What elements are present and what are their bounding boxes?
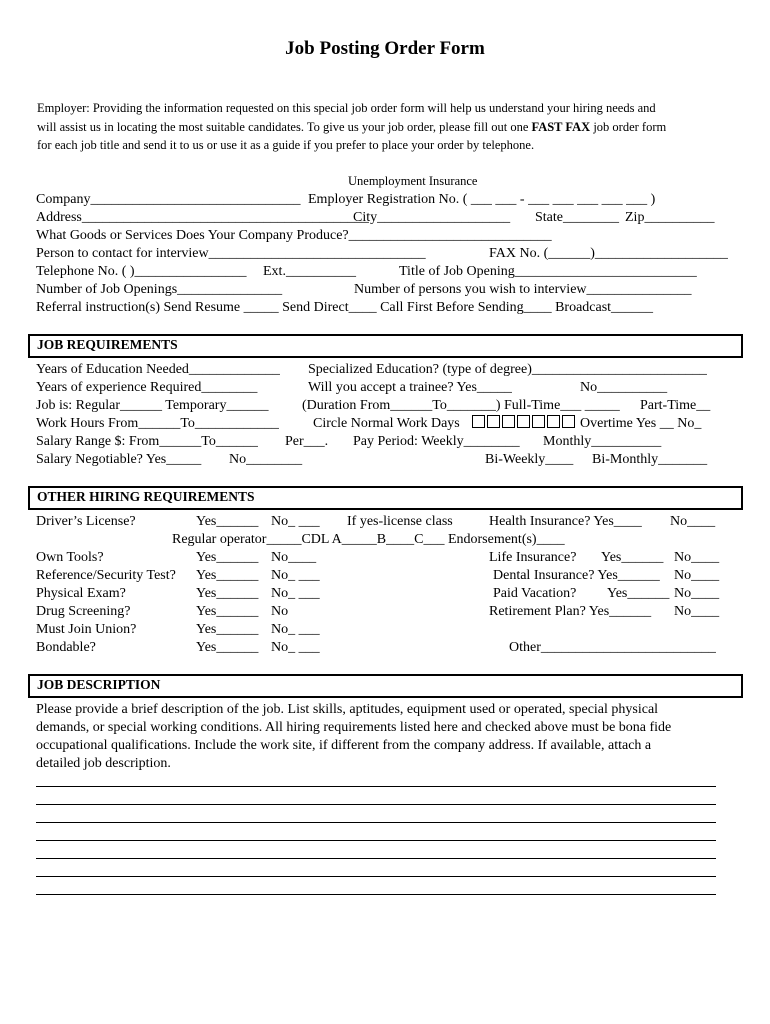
own-tools-no-field[interactable]: No____ — [271, 550, 317, 565]
state-field[interactable]: State________ — [535, 210, 619, 225]
city-field[interactable]: City___________________ — [353, 210, 511, 225]
job-description-header: JOB DESCRIPTION — [28, 674, 743, 698]
physical-exam-no-field[interactable]: No_ ___ — [271, 586, 320, 601]
own-tools-yes-field[interactable]: Yes______ — [196, 550, 259, 565]
job-type-field[interactable]: Job is: Regular______ Temporary______ — [36, 398, 269, 413]
physical-exam-yes-field[interactable]: Yes______ — [196, 586, 259, 601]
dental-insurance-yes-field[interactable]: Dental Insurance? Yes______ — [493, 568, 660, 583]
zip-field[interactable]: Zip__________ — [625, 210, 715, 225]
retirement-plan-yes-field[interactable]: Retirement Plan? Yes______ — [489, 604, 652, 619]
referral-instructions-field[interactable]: Referral instruction(s) Send Resume _____ Send Direct____ Call First Before Sending____ Broadcast______ — [36, 300, 654, 315]
health-insurance-yes-field[interactable]: Health Insurance? Yes____ — [489, 514, 642, 529]
description-instructions-2: demands, or special working conditions. All hiring requirements listed here and checked above must be bona fide — [36, 720, 672, 735]
part-time-field[interactable]: Part-Time__ — [640, 398, 711, 413]
contact-person-field[interactable]: Person to contact for interview_______________________________ — [36, 246, 426, 261]
reference-test-no-field[interactable]: No_ ___ — [271, 568, 320, 583]
education-years-field[interactable]: Years of Education Needed_____________ — [36, 362, 280, 377]
reference-test-label: Reference/Security Test? — [36, 568, 176, 583]
salary-negotiable-yes-field[interactable]: Salary Negotiable? Yes_____ — [36, 452, 202, 467]
company-field[interactable]: Company______________________________ — [36, 192, 301, 207]
join-union-no-field[interactable]: No_ ___ — [271, 622, 320, 637]
reference-test-yes-field[interactable]: Yes______ — [196, 568, 259, 583]
retirement-plan-no-field[interactable]: No____ — [674, 604, 720, 619]
job-title-field[interactable]: Title of Job Opening__________________________ — [399, 264, 697, 279]
own-tools-label: Own Tools? — [36, 550, 104, 565]
description-instructions-1: Please provide a brief description of the job. List skills, aptitudes, equipment used or operated, special physical — [36, 702, 659, 717]
bondable-label: Bondable? — [36, 640, 96, 655]
health-insurance-no-field[interactable]: No____ — [670, 514, 716, 529]
extension-field[interactable]: Ext.__________ — [263, 264, 356, 279]
drivers-license-no-field[interactable]: No_ ___ — [271, 514, 320, 529]
fax-field[interactable]: FAX No. (______)___________________ — [489, 246, 728, 261]
drivers-license-yes-field[interactable]: Yes______ — [196, 514, 259, 529]
pay-period-weekly-field[interactable]: Pay Period: Weekly________ — [353, 434, 520, 449]
intro-line-3: for each job title and send it to us or use it as a guide if you prefer to place your order by telephone. — [37, 138, 535, 152]
life-insurance-label: Life Insurance? — [489, 550, 577, 565]
paid-vacation-no-field[interactable]: No____ — [674, 586, 720, 601]
interview-count-field[interactable]: Number of persons you wish to interview_______________ — [354, 282, 692, 297]
license-class-label: If yes-license class — [347, 514, 453, 529]
drug-screening-label: Drug Screening? — [36, 604, 131, 619]
drug-screening-no-field[interactable]: No — [271, 604, 289, 619]
intro-line-1: Employer: Providing the information requested on this special job order form will help us understand your hiring needs and — [37, 101, 656, 115]
description-write-line[interactable] — [36, 876, 716, 877]
pay-period-monthly-field[interactable]: Monthly__________ — [543, 434, 662, 449]
drug-screening-yes-field[interactable]: Yes______ — [196, 604, 259, 619]
description-write-line[interactable] — [36, 804, 716, 805]
license-class-field[interactable]: Regular operator_____CDL A_____B____C___ Endorsement(s)____ — [172, 532, 565, 547]
specialized-education-field[interactable]: Specialized Education? (type of degree)_________________________ — [308, 362, 707, 377]
work-days-label: Circle Normal Work Days — [313, 416, 460, 431]
salary-range-field[interactable]: Salary Range $: From______To______ — [36, 434, 258, 449]
work-days-boxes[interactable] — [472, 415, 577, 428]
goods-services-field[interactable]: What Goods or Services Does Your Company Produce?_____________________________ — [36, 228, 552, 243]
drivers-license-label: Driver’s License? — [36, 514, 136, 529]
job-requirements-header: JOB REQUIREMENTS — [28, 334, 743, 358]
other-benefit-field[interactable]: Other_________________________ — [509, 640, 716, 655]
trainee-no-field[interactable]: No__________ — [580, 380, 668, 395]
pay-period-bimonthly-field[interactable]: Bi-Monthly_______ — [592, 452, 708, 467]
duration-field[interactable]: (Duration From______To_______) Full-Time___ _____ — [302, 398, 620, 413]
address-field[interactable]: Address_________________________________________ — [36, 210, 369, 225]
physical-exam-label: Physical Exam? — [36, 586, 126, 601]
description-write-line[interactable] — [36, 786, 716, 787]
paid-vacation-label: Paid Vacation? — [493, 586, 577, 601]
bondable-no-field[interactable]: No_ ___ — [271, 640, 320, 655]
life-insurance-yes-field[interactable]: Yes______ — [601, 550, 664, 565]
ui-caption: Unemployment Insurance — [348, 174, 478, 188]
job-openings-field[interactable]: Number of Job Openings_______________ — [36, 282, 283, 297]
description-write-line[interactable] — [36, 858, 716, 859]
salary-per-field[interactable]: Per___. — [285, 434, 329, 449]
description-instructions-4: detailed job description. — [36, 756, 171, 771]
description-write-line[interactable] — [36, 840, 716, 841]
life-insurance-no-field[interactable]: No____ — [674, 550, 720, 565]
experience-years-field[interactable]: Years of experience Required________ — [36, 380, 258, 395]
bondable-yes-field[interactable]: Yes______ — [196, 640, 259, 655]
description-write-line[interactable] — [36, 822, 716, 823]
work-hours-field[interactable]: Work Hours From______To____________ — [36, 416, 279, 431]
description-instructions-3: occupational qualifications. Include the work site, if different from the company address. If available, attach a — [36, 738, 652, 753]
join-union-yes-field[interactable]: Yes______ — [196, 622, 259, 637]
pay-period-biweekly-field[interactable]: Bi-Weekly____ — [485, 452, 574, 467]
dental-insurance-no-field[interactable]: No____ — [674, 568, 720, 583]
other-hiring-requirements-header: OTHER HIRING REQUIREMENTS — [28, 486, 743, 510]
telephone-field[interactable]: Telephone No. ( )________________ — [36, 264, 247, 279]
fast-fax-emphasis: FAST FAX — [531, 120, 591, 134]
description-write-line[interactable] — [36, 894, 716, 895]
employer-registration-field[interactable]: Employer Registration No. ( ___ ___ - ___ ___ ___ ___ ___ ) — [308, 192, 656, 207]
overtime-field[interactable]: Overtime Yes __ No_ — [580, 416, 702, 431]
paid-vacation-yes-field[interactable]: Yes______ — [607, 586, 670, 601]
trainee-yes-field[interactable]: Will you accept a trainee? Yes_____ — [308, 380, 512, 395]
intro-line-2: will assist us in locating the most suitable candidates. To give us your job order, please fill out one FAST FAX job order form — [37, 120, 667, 134]
join-union-label: Must Join Union? — [36, 622, 137, 637]
salary-negotiable-no-field[interactable]: No________ — [229, 452, 303, 467]
page-title: Job Posting Order Form — [285, 38, 485, 59]
